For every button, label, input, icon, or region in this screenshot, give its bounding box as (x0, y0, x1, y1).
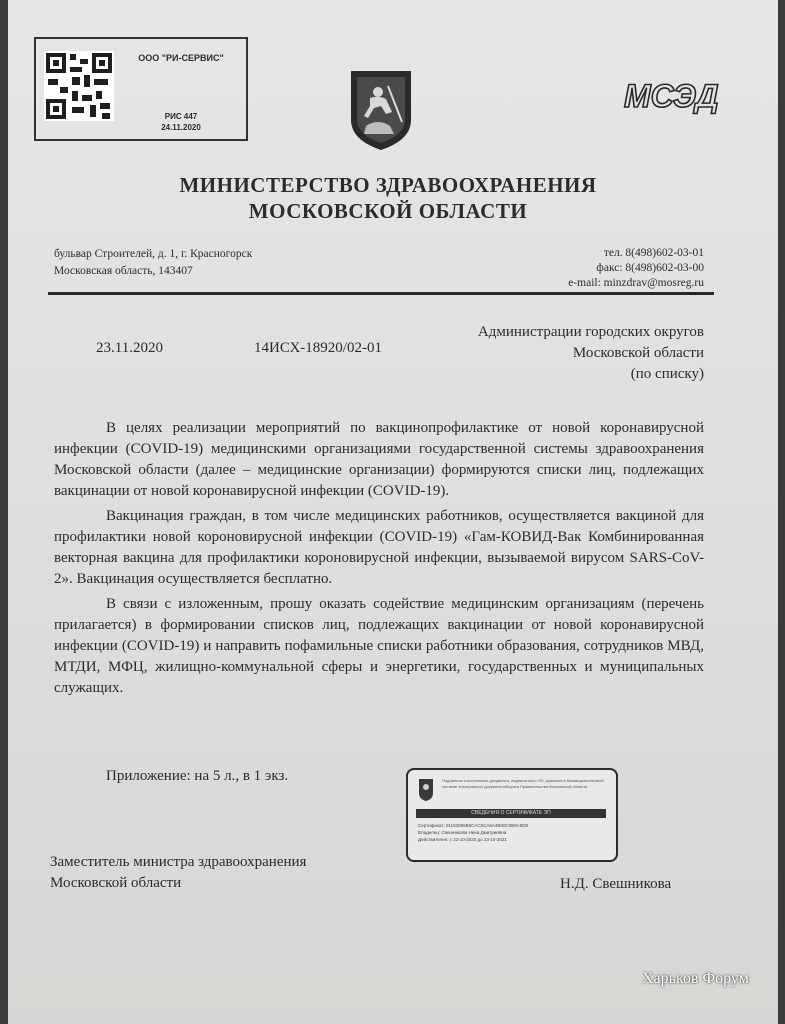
esig-header: Подлинник электронного документа, подписанного ЭП, хранится в Межведомственной системе электронного документооборота Правительства Московской области (442, 778, 604, 789)
address-line-1: бульвар Строителей, д. 1, г. Красногорск (54, 248, 253, 260)
document-date: 23.11.2020 (96, 340, 163, 356)
contact-email: e-mail: minzdrav@mosreg.ru (568, 277, 704, 289)
stamp-reg-date: 24.11.2020 (161, 123, 201, 132)
stamp-reg-number: РИС 447 (164, 112, 198, 121)
ministry-address (54, 246, 252, 280)
header-divider (48, 292, 714, 295)
registration-stamp (34, 37, 248, 141)
esig-band: СВЕДЕНИЯ О СЕРТИФИКАТЕ ЭП (416, 809, 606, 818)
recipient-line-2: Московской области (572, 345, 704, 361)
emblem-icon (418, 778, 434, 802)
recipient-line-1: Администрации городских округов (477, 324, 704, 340)
contact-fax: факс: 8(498)602-03-00 (596, 262, 704, 274)
forum-watermark: Харьков Форум (642, 970, 749, 987)
document-page (8, 0, 778, 1024)
recipient-line-3: (по списку) (630, 366, 704, 382)
address-line-2: Московская область, 143407 (54, 265, 193, 277)
ministry-line-1: МИНИСТЕРСТВО ЗДРАВООХРАНЕНИЯ (179, 173, 597, 197)
stamp-registration (120, 111, 242, 133)
attachment-note: Приложение: на 5 л., в 1 экз. (106, 768, 289, 784)
esig-details (418, 822, 608, 843)
document-reference: 14ИСХ-18920/02-01 (254, 340, 382, 356)
signer-title-line-1: Заместитель министра здравоохранения (50, 854, 307, 870)
signer-title-line-2: Московской области (50, 875, 182, 891)
ministry-line-2: МОСКОВСКОЙ ОБЛАСТИ (248, 199, 528, 223)
esig-owner: Владелец: Свешникова Нина Дмитриевна (418, 830, 507, 835)
letter-body (54, 418, 704, 703)
signer-name: Н.Д. Свешникова (560, 876, 672, 892)
esig-valid: Действителен: с 23-10-2020 до 23-10-2021 (418, 837, 507, 842)
electronic-signature-stamp (406, 768, 618, 862)
qr-code (44, 51, 114, 121)
contact-phone: тел. 8(498)602-03-01 (603, 247, 704, 259)
coat-of-arms-icon (348, 68, 414, 152)
stamp-organization: ООО "РИ-СЕРВИС" (138, 53, 224, 63)
recipient-block (388, 322, 704, 385)
esig-cert: Сертификат: 01103099B9CAC0CA5A4B90C0B9A5D9 (418, 823, 528, 828)
body-paragraph-2: Вакцинация граждан, в том числе медицинских работников, осуществляется вакциной для профилактики новой короновирусной инфекции (COVID-19) «Гам-КОВИД-Вак Комбинированная векторная вакцина для профилактики короновирусной инфекции, вызываемой вирусом SARS-CoV-2». Вакцинация осуществляется бесплатно. (54, 508, 704, 587)
body-paragraph-3: В связи с изложенным, прошу оказать содействие медицинским организациям (перечень прилагается) в формировании списков лиц, подлежащих вакцинации от новой коронавирусной инфекции (COVID-19) и направить пофамильные списки работники образования, сотрудников МВД, МТДИ, МФЦ, жилищно-коммунальной сферы и энергетики, государственных и муниципальных служащих. (54, 596, 704, 696)
ministry-contacts (438, 246, 704, 291)
ministry-heading (108, 172, 668, 224)
msed-mark: МСЭД (624, 78, 719, 114)
signer-title (50, 852, 306, 894)
body-paragraph-1: В целях реализации мероприятий по вакцинопрофилактике от новой коронавирусной инфекции (COVID-19) медицинскими организациями государственной системы здравоохранения Московской области (далее – медицинские организации) формируются списки лиц, подлежащих вакцинации от новой коронавирусной инфекции (COVID-19). (54, 420, 704, 499)
